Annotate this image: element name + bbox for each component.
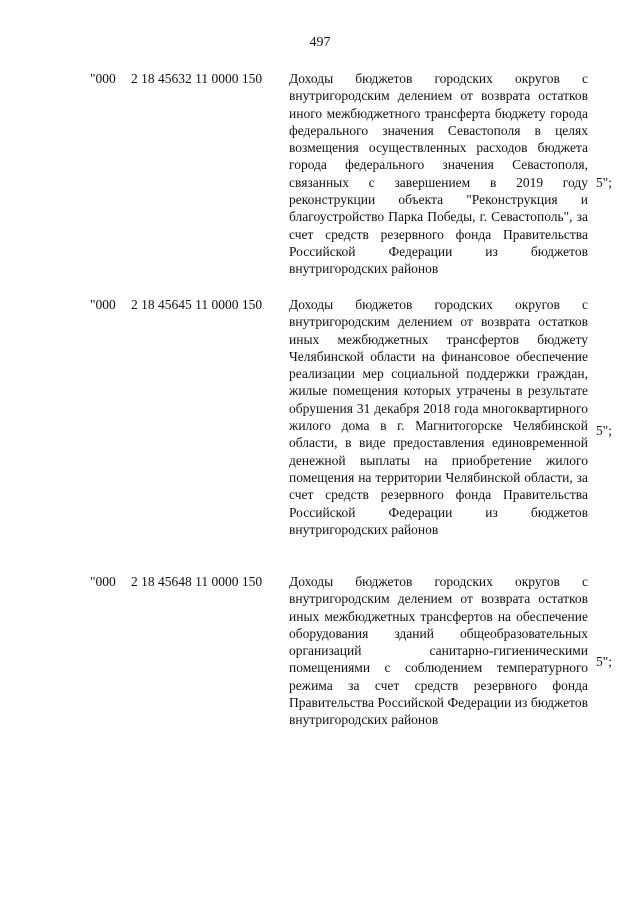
- page-number: 497: [309, 35, 331, 50]
- budget-classification-code: 2 18 45632 11 0000 150: [131, 71, 263, 86]
- row-quote-prefix: "000: [90, 71, 116, 86]
- row-value: 5";: [596, 175, 613, 190]
- row-quote-prefix: "000: [90, 574, 116, 589]
- income-description: Доходы бюджетов городских округов с внутригородским делением от возврата остатков иного межбюджетного трансферта бюджету города федерального значения Севастополя в целях возмещения осуществленных расходов бюджета города федерального значения Севастополя, связанных с завершением в 2019 году реконструкции объекта "Реконструкция и благоустройство Парка Победы, г. Севастополь", за счет средств резервного фонда Правительства Российской Федерации из бюджетов внутригородских районов: [289, 71, 588, 277]
- row-quote-prefix: "000: [90, 297, 116, 312]
- budget-classification-code: 2 18 45645 11 0000 150: [131, 297, 263, 312]
- row-value: 5";: [596, 654, 613, 669]
- income-description: Доходы бюджетов городских округов с внутригородским делением от возврата остатков иных межбюджетных трансфертов бюджету Челябинской области на финансовое обеспечение реализации мер социальной поддержки граждан, жилые помещения которых утрачены в результате обрушения 31 декабря 2018 года многоквартирного жилого дома в г. Магнитогорске Челябинской области, в виде предоставления единовременной денежной выплаты на приобретение жилого помещения на территории Челябинской области, за счет средств резервного фонда Правительства Российской Федерации из бюджетов внутригородских районов: [289, 297, 588, 537]
- budget-classification-code: 2 18 45648 11 0000 150: [131, 574, 263, 589]
- row-value: 5";: [596, 423, 613, 438]
- income-description: Доходы бюджетов городских округов с внутригородским делением от возврата остатков иных межбюджетных трансфертов на обеспечение оборудования зданий общеобразовательных организаций санитарно-гигиеническими помещениями с соблюдением температурного режима за счет средств резервного фонда Правительства Российской Федерации из бюджетов внутригородских районов: [289, 574, 588, 728]
